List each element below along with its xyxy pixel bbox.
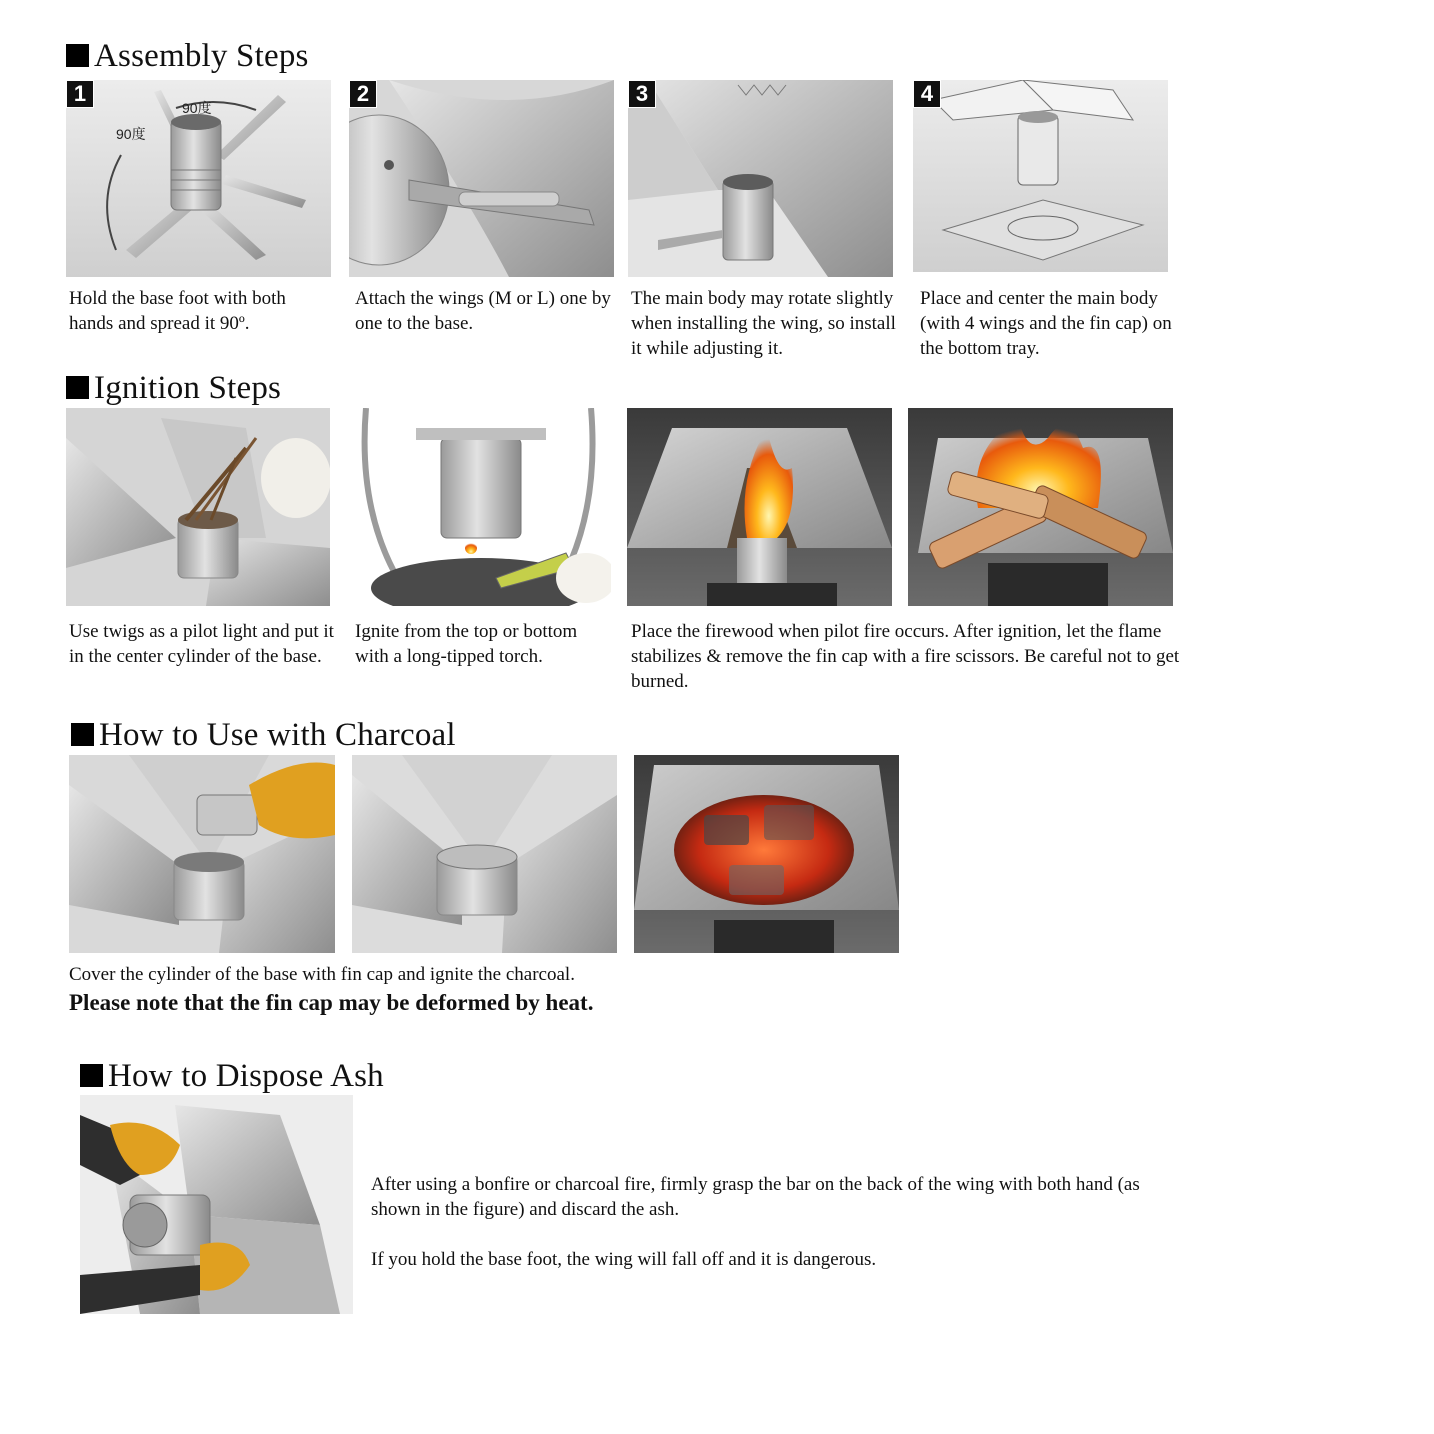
assembly-step-1-caption: Hold the base foot with both hands and spread it 90º. <box>69 288 286 334</box>
assembly-step-3-photo <box>628 80 893 277</box>
charcoal-burning-photo <box>634 755 899 953</box>
assembly-step-1-photo <box>66 80 331 277</box>
ignition-pilot-fire-photo <box>627 408 892 606</box>
step-number-badge: 1 <box>66 80 94 108</box>
assembly-step-2-photo <box>349 80 614 277</box>
ignition-firewood-photo <box>908 408 1173 606</box>
square-bullet-icon <box>80 1064 103 1087</box>
square-bullet-icon <box>71 723 94 746</box>
assembly-heading: Assembly Steps <box>66 38 309 74</box>
angle-label: 90度 <box>116 126 146 142</box>
step-number-badge: 3 <box>628 80 656 108</box>
charcoal-heading: How to Use with Charcoal <box>71 717 456 753</box>
square-bullet-icon <box>66 44 89 67</box>
assembly-step-4-caption: Place and center the main body (with 4 wings and the fin cap) on the bottom tray. <box>920 288 1172 359</box>
ignition-caption-2: Ignite from the top or bottom with a long-tipped torch. <box>355 621 578 667</box>
ignition-caption-1: Use twigs as a pilot light and put it in the center cylinder of the base. <box>69 621 334 667</box>
ash-heading: How to Dispose Ash <box>80 1058 384 1094</box>
ash-instruction-paragraph: After using a bonfire or charcoal fire, firmly grasp the bar on the back of the wing with both hand (as shown in the figure) and discard the ash. <box>371 1174 1140 1220</box>
ignition-twigs-photo <box>66 408 330 606</box>
square-bullet-icon <box>66 376 89 399</box>
assembly-step-4-photo <box>913 80 1168 272</box>
ignition-caption-3: Place the firewood when pilot fire occurs. After ignition, let the flame stabilizes & remove the fin cap with a fire scissors. Be careful not to get burned. <box>631 621 1180 692</box>
step-number-badge: 2 <box>349 80 377 108</box>
ignition-torch-photo <box>346 408 611 606</box>
assembly-step-3-caption: The main body may rotate slightly when installing the wing, so install it while adjusting it. <box>631 288 896 359</box>
ignition-heading: Ignition Steps <box>66 370 281 406</box>
charcoal-warning-note: Please note that the fin cap may be deformed by heat. <box>69 990 594 1015</box>
charcoal-covered-photo <box>352 755 617 953</box>
charcoal-caption: Cover the cylinder of the base with fin cap and ignite the charcoal. <box>69 964 575 985</box>
charcoal-fin-cap-photo <box>69 755 335 953</box>
angle-label: 90度 <box>182 100 212 116</box>
ash-warning-paragraph: If you hold the base foot, the wing will fall off and it is dangerous. <box>371 1249 877 1270</box>
assembly-step-2-caption: Attach the wings (M or L) one by one to the base. <box>355 288 611 334</box>
step-number-badge: 4 <box>913 80 941 108</box>
ash-disposal-photo <box>80 1095 353 1314</box>
